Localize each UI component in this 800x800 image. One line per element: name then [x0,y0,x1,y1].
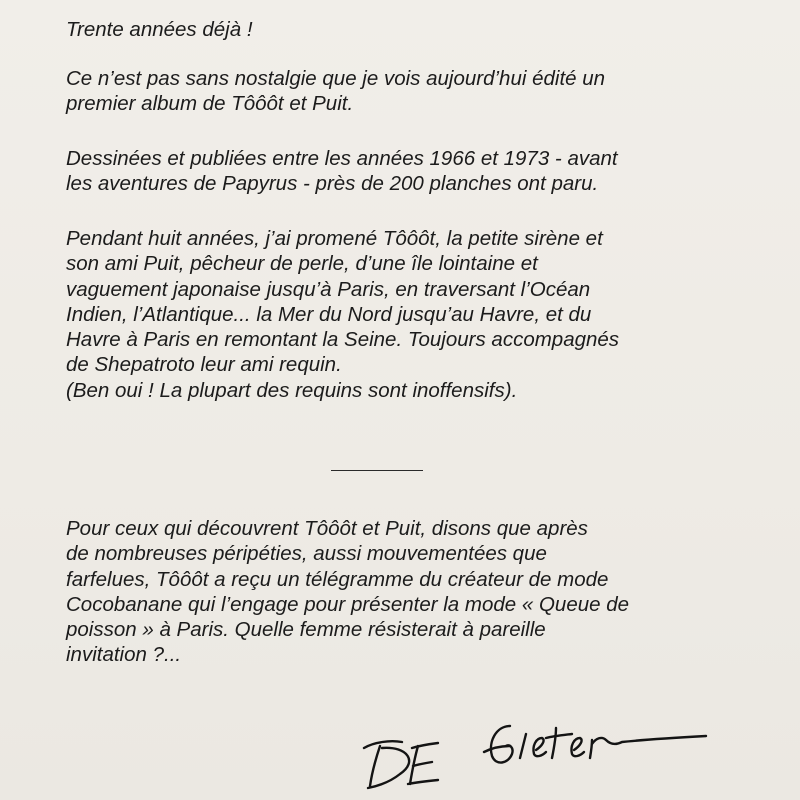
text-line: Havre à Paris en remontant la Seine. Toujours accompagnés [66,328,620,352]
text-line: les aventures de Papyrus - près de 200 planches ont paru. [66,172,599,196]
text-line: Indien, l’Atlantique... la Mer du Nord jusqu’au Havre, et du [66,302,592,326]
text-line: Pour ceux qui découvrent Tôôôt et Puit, disons que après [66,517,588,540]
text-line: premier album de Tôôôt et Puit. [66,92,354,116]
paragraph-publication [66,146,766,197]
paragraph-journey [66,226,766,403]
text-line: Pendant huit années, j’ai promené Tôôôt, la petite sirène et [66,227,603,250]
paragraph-story [66,516,766,668]
section-divider [331,470,423,471]
text-line: poisson » à Paris. Quelle femme résisterait à pareille [66,618,546,642]
text-line: son ami Puit, pêcheur de perle, d’une île lointaine et [66,252,538,276]
text-line: Dessinées et publiées entre les années 1966 et 1973 - avant [66,147,618,170]
text-line: de nombreuses péripéties, aussi mouvementées que [66,542,547,566]
text-line: Cocobanane qui l’engage pour présenter la mode « Queue de [66,592,630,616]
text-line: invitation ?... [66,643,182,667]
paragraph-nostalgia [66,66,766,117]
text-line: de Shepatroto leur ami requin. [66,353,342,377]
text-line: Ce n’est pas sans nostalgie que je vois aujourd’hui édité un [66,67,606,90]
paragraph-intro [66,17,766,42]
text-line: (Ben oui ! La plupart des requins sont inoffensifs). [66,378,518,402]
text-line: vaguement japonaise jusqu’à Paris, en traversant l’Océan [66,277,591,301]
text-line: farfelues, Tôôôt a reçu un télégramme du créateur de mode [66,567,609,591]
text-line: Trente années déjà ! [66,18,253,41]
handwritten-signature [360,712,710,792]
